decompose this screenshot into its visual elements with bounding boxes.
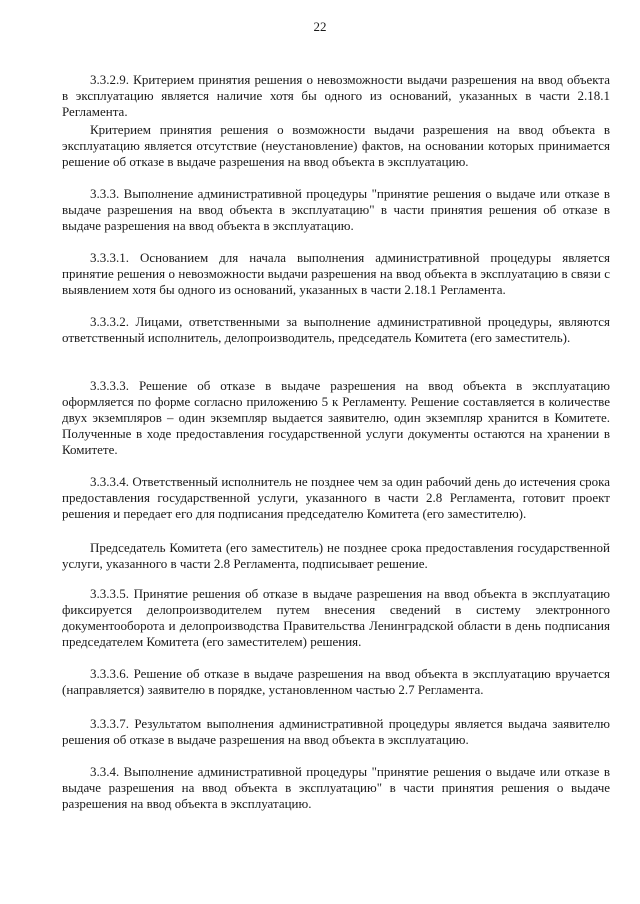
- paragraph-3-3-3-3: [62, 378, 610, 458]
- paragraph-text: 3.3.4. Выполнение административной процедуры "принятие решения о выдаче или отказе в выдаче разрешения на ввод объекта в эксплуатацию" в части принятия решения о выдаче разрешения на ввод объекта в эксплуатацию.: [62, 764, 610, 811]
- paragraph-text: 3.3.3.6. Решение об отказе в выдаче разрешения на ввод объекта в эксплуатацию вручается (направляется) заявителю в порядке, установленном частью 2.7 Регламента.: [62, 666, 610, 697]
- paragraph-3-3-3-6: [62, 666, 610, 698]
- paragraph-text: 3.3.3.2. Лицами, ответственными за выполнение административной процедуры, являются ответственный исполнитель, делопроизводитель, председатель Комитета (его заместитель).: [62, 314, 610, 345]
- paragraph-text: 3.3.3.7. Результатом выполнения административной процедуры является выдача заявителю решения об отказе в выдаче разрешения на ввод объекта в эксплуатацию.: [62, 716, 610, 747]
- paragraph-3-3-2-9: [62, 72, 610, 120]
- page-number: 22: [313, 19, 327, 34]
- paragraph-text: 3.3.3.5. Принятие решения об отказе в выдаче разрешения на ввод объекта в эксплуатацию фиксируется делопроизводителем путем внесения сведений в систему электронного документооборота и делопроизводства Правительства Ленинградской области в день подписания председателем Комитета (его заместителем) решения.: [62, 586, 610, 649]
- paragraph-3-3-3-5: [62, 586, 610, 650]
- paragraph-3-3-3: [62, 186, 610, 234]
- paragraph-3-3-3-7: [62, 716, 610, 748]
- paragraph-chairman-signs: [62, 540, 610, 572]
- paragraph-text: Критерием принятия решения о возможности выдачи разрешения на ввод объекта в эксплуатацию является отсутствие (неустановление) фактов, на основании которых принимается решение об отказе в выдаче разрешения на ввод объекта в эксплуатацию.: [62, 122, 610, 169]
- paragraph-3-3-3-1: [62, 250, 610, 298]
- paragraph-3-3-4: [62, 764, 610, 812]
- paragraph-text: 3.3.3.3. Решение об отказе в выдаче разрешения на ввод объекта в эксплуатацию оформляется по форме согласно приложению 5 к Регламенту. Решение составляется в количестве двух экземпляров – один экземпляр выдается заявителю, один экземпляр хранится в Комитете. Полученные в ходе предоставления государственной услуги документы остаются на хранении в Комитете.: [62, 378, 610, 457]
- paragraph-text: 3.3.3.1. Основанием для начала выполнения административной процедуры является принятие решения о невозможности выдачи разрешения на ввод объекта в эксплуатацию в связи с выявлением хотя бы одного из оснований, указанных в части 2.18.1 Регламента.: [62, 250, 610, 297]
- paragraph-text: 3.3.2.9. Критерием принятия решения о невозможности выдачи разрешения на ввод объекта в эксплуатацию является наличие хотя бы одного из оснований, указанных в части 2.18.1 Регламента.: [62, 72, 610, 119]
- paragraph-3-3-3-4: [62, 474, 610, 522]
- paragraph-text: Председатель Комитета (его заместитель) не позднее срока предоставления государственной услуги, указанного в части 2.8 Регламента, подписывает решение.: [62, 540, 610, 571]
- paragraph-3-3-3-2: [62, 314, 610, 346]
- paragraph-text: 3.3.3. Выполнение административной процедуры "принятие решения о выдаче или отказе в выдаче разрешения на ввод объекта в эксплуатацию" в части принятия решения об отказе в выдаче разрешения на ввод объекта в эксплуатацию.: [62, 186, 610, 233]
- paragraph-criterion-possibility: [62, 122, 610, 170]
- paragraph-text: 3.3.3.4. Ответственный исполнитель не позднее чем за один рабочий день до истечения срока предоставления государственной услуги, указанного в части 2.8 Регламента, готовит проект решения и передает его для подписания председателю Комитета (его заместителю).: [62, 474, 610, 521]
